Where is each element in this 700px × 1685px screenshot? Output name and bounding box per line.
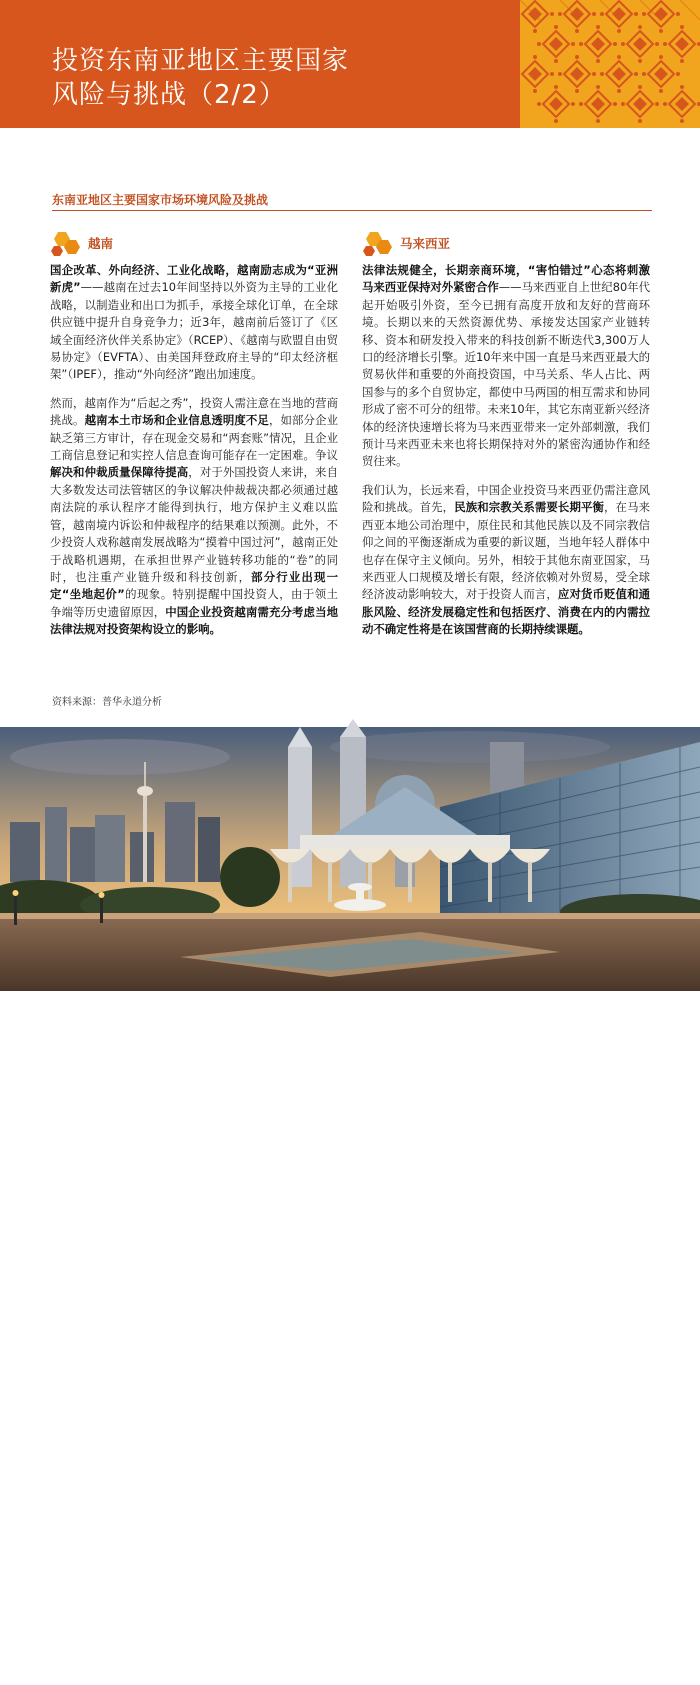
vietnam-column bbox=[50, 230, 338, 650]
page-number: 35 bbox=[340, 1675, 352, 1685]
emphasized-text: 法律法规健全，长期亲商环境，“害怕错过”心态将刺激马来西亚保持对外紧密合作 bbox=[362, 263, 650, 295]
decorative-pattern bbox=[520, 0, 700, 128]
page-title-line-2: 风险与挑战（2/2） bbox=[52, 80, 286, 110]
body-text: 然而，越南作为“后起之秀”，投资人需注意在当地的营商挑战。 bbox=[50, 395, 338, 428]
malaysia-paragraph-1 bbox=[362, 262, 650, 471]
emphasized-text: 应对货币贬值和通胀风险、经济发展稳定性和包括医疗、消费在内的内需拉动不确定性将是在该国营商的长期持续课题。 bbox=[362, 587, 650, 637]
header-banner bbox=[0, 0, 700, 128]
section-divider bbox=[52, 210, 652, 211]
source-note: 资料来源：普华永道分析 bbox=[52, 697, 162, 708]
page-title bbox=[52, 44, 349, 112]
body-text: ——马来西亚自上世纪80年代起开始吸引外资，至今已拥有高度开放和友好的营商环境。长期以来的天然资源优势、承接发达国家产业链转移、资本和研发投入带来的科技创新不断迭代3,300万人口的经济增长引擎。近10年来中国一直是马来西亚最大的贸易伙伴和重要的外商投资国，中马关系、华人占比、两国参与的多个自贸协定，都使中马两国的相互需求和协同形成了密不可分的纽带。未来10年，其它东南亚新兴经济体的经济快速增长将为马来西亚带来一定外部刺激，我们预计马来西亚未来也将长期保持对外的紧密沟通协作和经贸往来。 bbox=[362, 280, 650, 469]
body-text: ——越南在过去10年间坚持以外资为主导的工业化战略，以制造业和出口为抓手，承接全球化订单，在全球供应链中提升自身竞争力；近3年，越南前后签订了《区域全面经济伙伴关系协定》（RCEP）、《越南与欧盟自由贸易协定》（EVFTA）、由美国拜登政府主导的“印太经济框架”（IPEF），推动“外向经济”跑出加速度。 bbox=[50, 280, 338, 382]
emphasized-text: 国企改革、外向经济、工业化战略，越南励志成为“亚洲新虎” bbox=[50, 263, 338, 295]
vietnam-name: 越南 bbox=[88, 236, 114, 251]
malaysia-column bbox=[362, 230, 650, 650]
hexagon-icon bbox=[362, 230, 396, 258]
body-text: ，对于外国投资人来讲，来自大多数发达司法管辖区的争议解决仲裁裁决都必须通过越南法院的承认程序才能得到执行，地方保护主义难以监管，越南境内诉讼和仲裁程序的结果难以预测。此外，不少投资人戏称越南发展战略为“摸着中国过河”，越南正处于战略机遇期，在承担世界产业链转移功能的“卷”的同时，也注重产业链升级和科技创新， bbox=[50, 465, 338, 584]
vietnam-heading bbox=[50, 230, 338, 258]
body-text: ，在马来西亚本地公司治理中，原住民和其他民族以及不同宗教信仰之间的平衡逐渐成为重要的新议题，当地年轻人群体中也存在保守主义倾向。另外，相较于其他东南亚国家，马来西亚人口规模及增长有限，经济依赖对外贸易，受全球经济波动影响较大，对于投资人而言， bbox=[362, 500, 650, 602]
malaysia-name: 马来西亚 bbox=[400, 236, 451, 251]
hexagon-icon bbox=[50, 230, 84, 258]
emphasized-text: 解决和仲裁质量保障待提高 bbox=[50, 465, 189, 480]
malaysia-heading bbox=[362, 230, 650, 258]
malaysia-paragraph-2 bbox=[362, 482, 650, 639]
kuala-lumpur-skyline-image bbox=[0, 727, 700, 991]
vietnam-paragraph-2 bbox=[50, 395, 338, 639]
city-photo bbox=[0, 727, 700, 1685]
emphasized-text: 部分行业出现一定“坐地起价” bbox=[50, 569, 338, 602]
section-title: 东南亚地区主要国家市场环境风险及挑战 bbox=[52, 193, 269, 207]
ornament-pattern-icon bbox=[520, 0, 700, 128]
emphasized-text: 中国企业投资越南需充分考虑当地法律法规对投资架构设立的影响。 bbox=[50, 604, 338, 637]
emphasized-text: 越南本土市场和企业信息透明度不足 bbox=[84, 413, 269, 428]
emphasized-text: 民族和宗教关系需要长期平衡 bbox=[454, 500, 605, 515]
body-text: 我们认为，长远来看，中国企业投资马来西亚仍需注意风险和挑战。首先， bbox=[362, 482, 650, 515]
body-text: ，如部分企业缺乏第三方审计，存在现金交易和“两套账”情况，且企业工商信息登记和实控人信息查询可能存在一定困难。争议 bbox=[50, 413, 338, 463]
page-title-line-1: 投资东南亚地区主要国家 bbox=[52, 46, 350, 76]
body-text: 的现象。特别提醒中国投资人，由于领土争端等历史遗留原因， bbox=[50, 587, 338, 619]
vietnam-paragraph-1 bbox=[50, 262, 338, 384]
